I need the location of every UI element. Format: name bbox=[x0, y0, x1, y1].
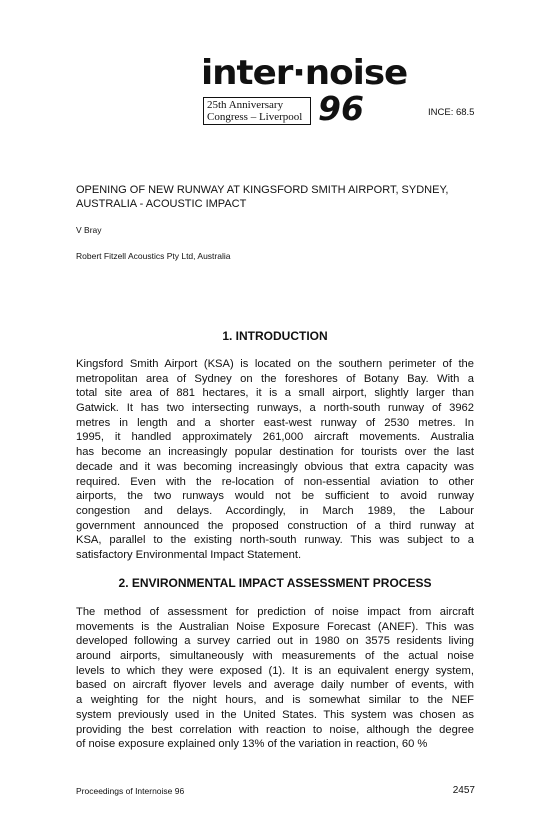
author: V Bray bbox=[76, 225, 102, 235]
text-line: KSA, parallel to the existing north-south runway. This was subject to a bbox=[76, 534, 474, 547]
text-line: of noise exposure explained only 13% of the variation in reaction, 60 % bbox=[76, 738, 428, 751]
logo-box-line-1: 25th Anniversary bbox=[207, 99, 284, 111]
text-line: has become an increasingly popular destination for tourists over the last bbox=[76, 446, 474, 459]
text-line: providing the best correlation with reaction to noise, although the degree bbox=[76, 723, 474, 736]
text-line: levels to which they were exposed (1). It is an equivalent energy system, bbox=[76, 664, 474, 677]
logo-wordmark: inter·noise bbox=[201, 53, 408, 93]
ince-code: INCE: 68.5 bbox=[428, 107, 475, 118]
text-line: system previously used in the United States. This system was chosen as bbox=[76, 708, 474, 721]
text-line: airports, the two runways would not be sufficient to avoid runway bbox=[76, 490, 474, 503]
text-line: satisfactory Environmental Impact Statement. bbox=[76, 548, 302, 561]
text-line: metres in length and a shorter east-west runway of 2530 metres. In bbox=[76, 416, 474, 429]
page-number: 2457 bbox=[452, 785, 475, 796]
section-heading-eia: 2. ENVIRONMENTAL IMPACT ASSESSMENT PROCESS bbox=[118, 576, 432, 590]
logo-anniversary-box bbox=[203, 97, 311, 125]
logo-year: 96 bbox=[318, 89, 364, 128]
text-line: The method of assessment for prediction of noise impact from aircraft bbox=[76, 606, 474, 618]
section-heading-introduction: 1. INTRODUCTION bbox=[222, 329, 328, 343]
title-line-2: AUSTRALIA - ACOUSTIC IMPACT bbox=[76, 198, 247, 210]
text-line: based on aircraft flyover levels and average daily number of events, with bbox=[76, 679, 474, 692]
text-line: around airports, simultaneously with measurements of the actual noise bbox=[76, 650, 474, 663]
title-line-1: OPENING OF NEW RUNWAY AT KINGSFORD SMITH AIRPORT, SYDNEY, bbox=[76, 184, 449, 196]
text-line: movements is the Australian Noise Exposure Forecast (ANEF). This was bbox=[76, 620, 474, 633]
paper-title bbox=[76, 183, 476, 211]
text-line: government announced the proposed construction of a third runway at bbox=[76, 519, 474, 532]
text-line: total site area of 881 hectares, it is a small airport, slightly larger than bbox=[76, 387, 474, 400]
text-line: metropolitan area of Sydney on the foreshores of Botany Bay. With a bbox=[76, 372, 474, 385]
logo-box-line-2: Congress – Liverpool bbox=[207, 111, 303, 123]
eia-paragraph bbox=[76, 605, 474, 752]
text-line: a weighting for the night hours, and is somewhat similar to the NEF bbox=[76, 694, 474, 707]
text-line: developed following a survey carried out in 1980 on 3575 residents living bbox=[76, 635, 474, 648]
introduction-paragraph bbox=[76, 357, 474, 563]
footer-proceedings: Proceedings of Internoise 96 bbox=[76, 786, 185, 796]
affiliation: Robert Fitzell Acoustics Pty Ltd, Australia bbox=[76, 251, 231, 261]
text-line: 1995, it handled approximately 261,000 aircraft movements. Australia bbox=[76, 431, 474, 444]
text-line: decade and it was becoming increasingly obvious that extra capacity was bbox=[76, 460, 474, 473]
text-line: required. Even with the re-location of non-essential aviation to other bbox=[76, 475, 474, 488]
text-line: congestion and delays. Accordingly, in March 1989, the Labour bbox=[76, 504, 474, 517]
text-line: Gatwick. It has two intersecting runways, a north-south runway of 3962 bbox=[76, 402, 474, 415]
text-line: Kingsford Smith Airport (KSA) is located on the southern perimeter of the bbox=[76, 358, 474, 370]
